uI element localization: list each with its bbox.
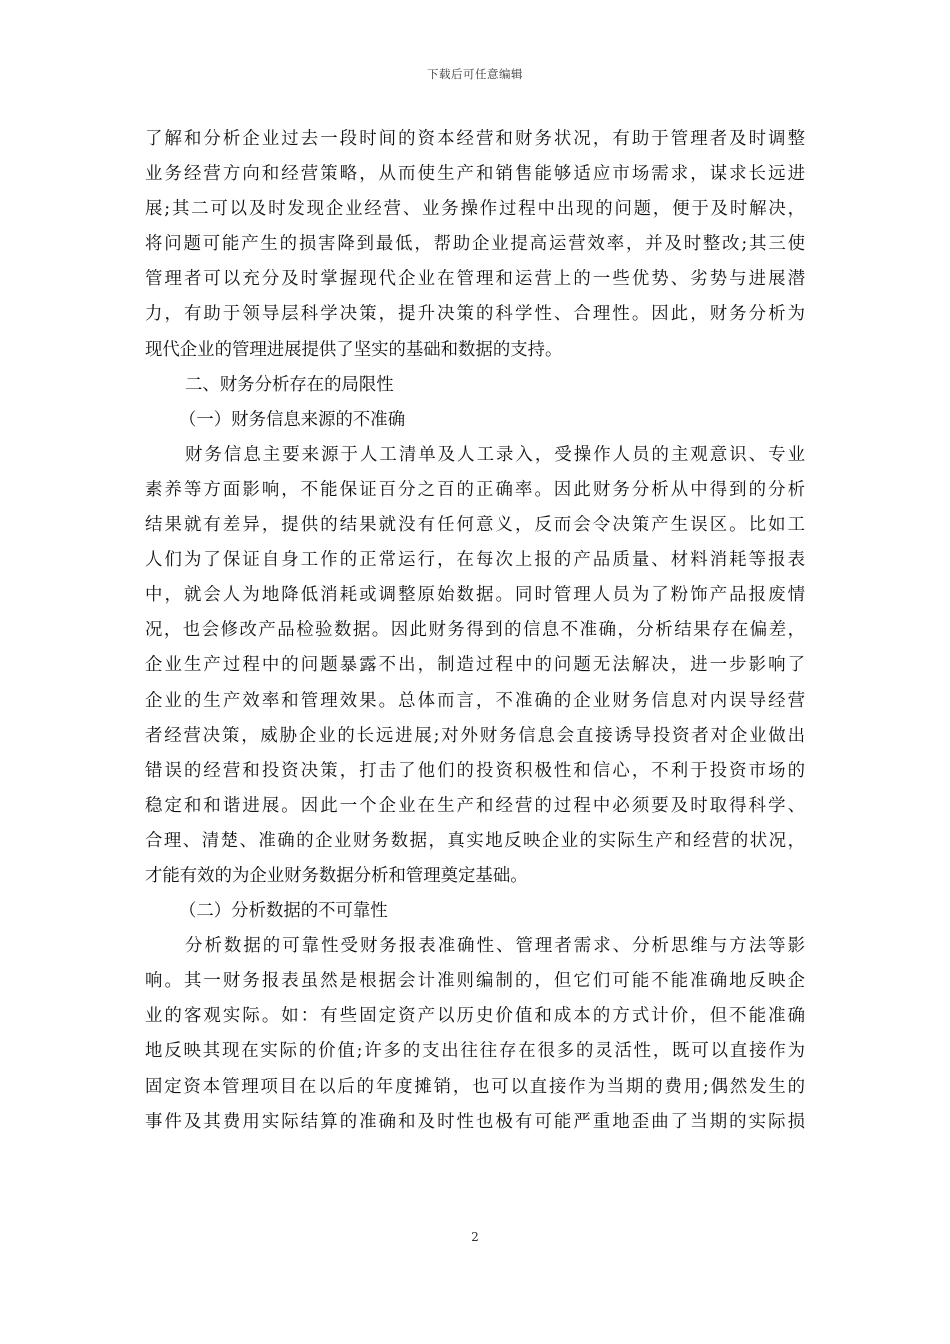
text-line: 地反映其现在实际的价值;许多的支出往往存在很多的灵活性，既可以直接作为 <box>145 1041 805 1062</box>
text-line: 人们为了保证自身工作的正常运行，在每次上报的产品质量、材料消耗等报表 <box>145 550 805 571</box>
text-line: 错误的经营和投资决策，打击了他们的投资积极性和信心，不利于投资市场的 <box>145 760 805 781</box>
text-line: 财务信息主要来源于人工清单及人工录入，受操作人员的主观意识、专业 <box>185 444 805 465</box>
text-line: 业务经营方向和经营策略，从而使生产和销售能够适应市场需求，谋求长远进 <box>145 164 805 185</box>
text-line: 况，也会修改产品检验数据。因此财务得到的信息不准确，分析结果存在偏差， <box>145 620 805 641</box>
text-line: 展;其二可以及时发现企业经营、业务操作过程中出现的问题，便于及时解决， <box>145 199 805 220</box>
text-line: 结果就有差异，提供的结果就没有任何意义，反而会令决策产生误区。比如工 <box>145 515 805 536</box>
text-line: （二）分析数据的不可靠性 <box>179 901 388 922</box>
text-line: （一）财务信息来源的不准确 <box>179 409 406 430</box>
text-line: 者经营决策，威胁企业的长远进展;对外财务信息会直接诱导投资者对企业做出 <box>145 725 805 746</box>
text-line: 企业生产过程中的问题暴露不出，制造过程中的问题无法解决，进一步影响了 <box>145 655 805 676</box>
text-line: 力，有助于领导层科学决策，提升决策的科学性、合理性。因此，财务分析为 <box>145 304 805 325</box>
text-line: 事件及其费用实际结算的准确和及时性也极有可能严重地歪曲了当期的实际损 <box>145 1111 805 1132</box>
text-line: 将问题可能产生的损害降到最低，帮助企业提高运营效率，并及时整改;其三使 <box>145 234 805 255</box>
text-line: 才能有效的为企业财务数据分析和管理奠定基础。 <box>145 865 528 886</box>
text-line: 了解和分析企业过去一段时间的资本经营和财务状况，有助于管理者及时调整 <box>145 129 805 149</box>
text-line: 固定资本管理项目在以后的年度摊销，也可以直接作为当期的费用;偶然发生的 <box>145 1076 805 1097</box>
text-line: 分析数据的可靠性受财务报表准确性、管理者需求、分析思维与方法等影 <box>185 936 805 957</box>
text-line: 素养等方面影响，不能保证百分之百的正确率。因此财务分析从中得到的分析 <box>145 479 805 500</box>
page-number: 2 <box>471 1230 479 1244</box>
text-line: 现代企业的管理进展提供了坚实的基础和数据的支持。 <box>145 339 563 360</box>
body-text <box>145 122 805 1140</box>
text-line: 二、财务分析存在的局限性 <box>185 374 394 395</box>
text-line: 业的客观实际。如：有些固定资产以历史价值和成本的方式计价，但不能准确 <box>145 1006 805 1027</box>
text-line: 管理者可以充分及时掌握现代企业在管理和运营上的一些优势、劣势与进展潜 <box>145 269 805 290</box>
text-line: 合理、清楚、准确的企业财务数据，真实地反映企业的实际生产和经营的状况， <box>145 830 805 851</box>
text-line: 企业的生产效率和管理效果。总体而言，不准确的企业财务信息对内误导经营 <box>145 690 805 711</box>
text-line: 中，就会人为地降低消耗或调整原始数据。同时管理人员为了粉饰产品报废情 <box>145 585 805 606</box>
text-line: 响。其一财务报表虽然是根据会计准则编制的，但它们可能不能准确地反映企 <box>145 971 805 992</box>
page-header: 下载后可任意编辑 <box>427 67 523 81</box>
text-line: 稳定和和谐进展。因此一个企业在生产和经营的过程中必须要及时取得科学、 <box>145 795 805 816</box>
